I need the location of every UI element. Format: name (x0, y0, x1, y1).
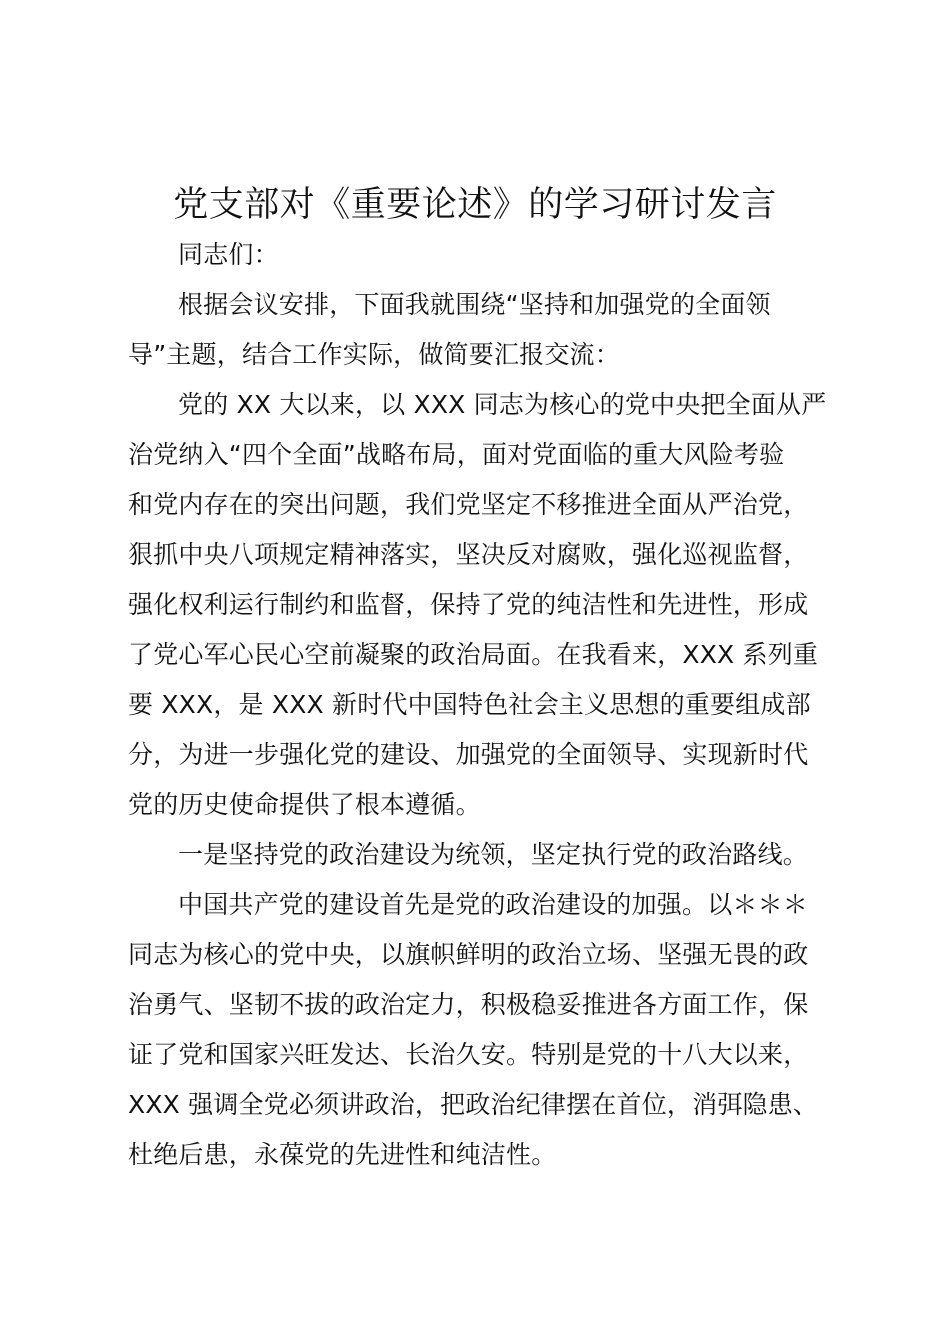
text-line: 强化权利运行制约和监督，保持了党的纯洁性和先进性，形成 (128, 590, 809, 619)
text-line: 同志们： (178, 240, 279, 269)
text-line: 和党内存在的突出问题，我们党坚定不移推进全面从严治党， (128, 490, 809, 519)
text-line: 党的 XX 大以来，以 XXX 同志为核心的党中央把全面从严 (178, 390, 827, 419)
text-line: 一是坚持党的政治建设为统领，坚定执行党的政治路线。 (178, 840, 809, 869)
text-line: 治党纳入“四个全面”战略布局，面对党面临的重大风险考验 (128, 440, 785, 469)
text-line: 根据会议安排，下面我就围绕“坚持和加强党的全面领 (178, 290, 771, 319)
text-line: 要 XXX，是 XXX 新时代中国特色社会主义思想的重要组成部 (128, 690, 811, 719)
text-line: 狠抓中央八项规定精神落实，坚决反对腐败，强化巡视监督， (128, 540, 809, 569)
text-line: 证了党和国家兴旺发达、长治久安。特别是党的十八大以来， (128, 1040, 809, 1069)
document-body (128, 230, 834, 1180)
text-line: 杜绝后患，永葆党的先进性和纯洁性。 (128, 1140, 557, 1169)
text-line: XXX 强调全党必须讲政治，把政治纪律摆在首位，消弭隐患、 (128, 1090, 819, 1119)
text-line: 了党心军心民心空前凝聚的政治局面。在我看来，XXX 系列重 (128, 640, 819, 669)
text-line: 中国共产党的建设首先是党的政治建设的加强。以＊＊＊ (178, 890, 809, 919)
text-line: 党的历史使命提供了根本遵循。 (128, 790, 481, 819)
document-title: 党支部对《重要论述》的学习研讨发言 (173, 185, 777, 225)
text-line: 分，为进一步强化党的建设、加强党的全面领导、实现新时代 (128, 740, 809, 769)
text-line: 导”主题，结合工作实际，做简要汇报交流： (128, 340, 620, 369)
text-line: 治勇气、坚韧不拔的政治定力，积极稳妥推进各方面工作，保 (128, 990, 809, 1019)
text-line: 同志为核心的党中央，以旗帜鲜明的政治立场、坚强无畏的政 (128, 940, 809, 969)
